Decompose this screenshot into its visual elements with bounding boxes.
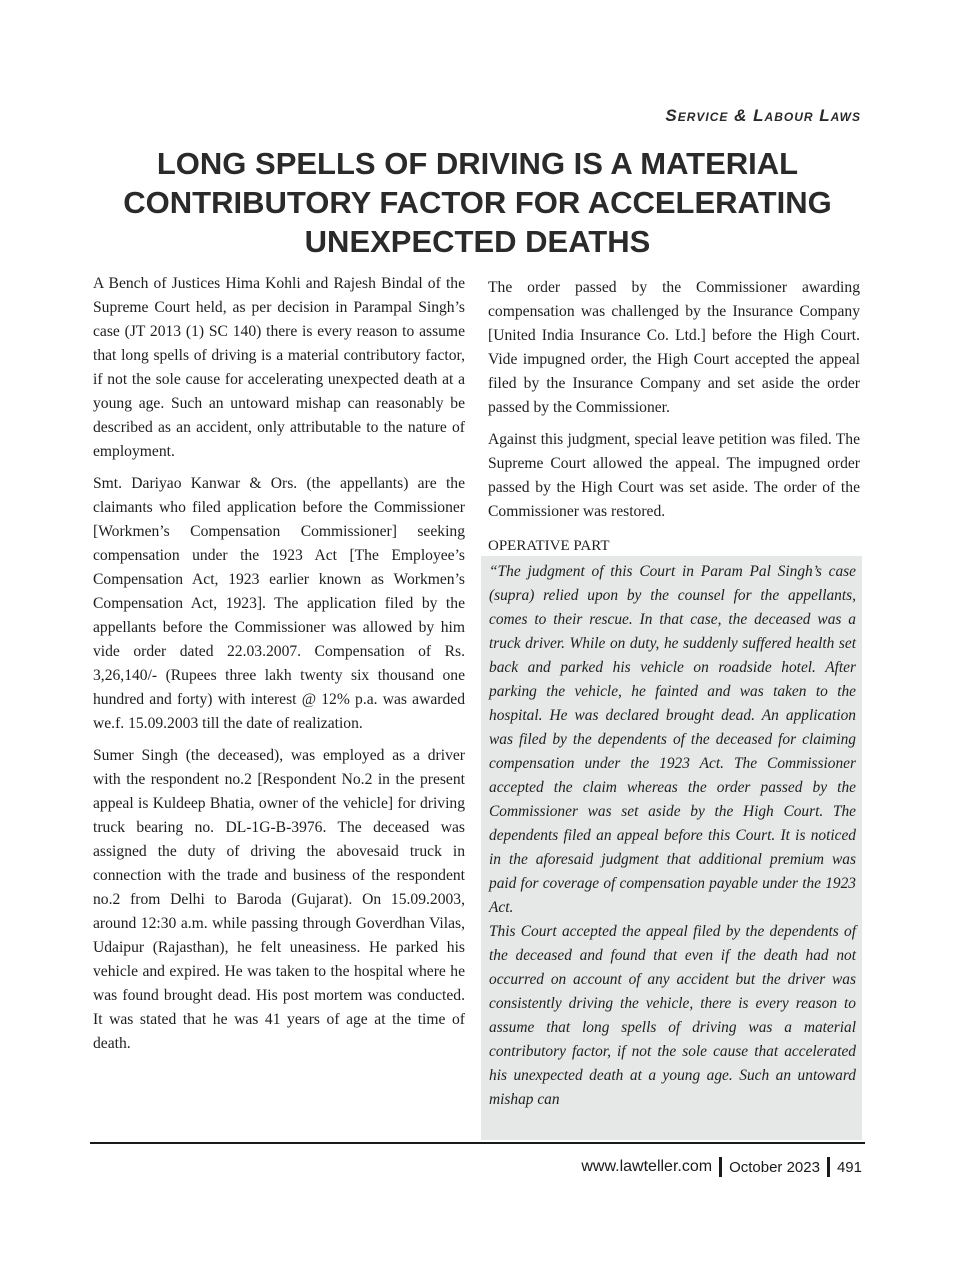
operative-part-heading: OPERATIVE PART [488, 538, 610, 554]
page-number: 491 [836, 1158, 862, 1176]
footer-separator [827, 1157, 830, 1177]
right-column [488, 276, 860, 564]
paragraph: Against this judgment, special leave petition was filed. The Supreme Court allowed the appeal. The impugned order passed by the High Court was set aside. The order of the Commissioner was restored. [488, 431, 860, 520]
title-line: LONG SPELLS OF DRIVING IS A MATERIAL [156, 146, 799, 181]
footer-separator [719, 1157, 722, 1177]
paragraph: Smt. Dariyao Kanwar & Ors. (the appellants) are the claimants who filed application before the Commissioner [Workmen’s Compensation Commissioner] seeking compensation under the 1923 Act [The Employee’s Compensation Act, 1923 earlier known as Workmen’s Compensation Act, 1923]. The application filed by the appellants before the Commissioner was allowed by him vide order dated 22.03.2007. Compensation of Rs. 3,26,140/- (Rupees three lakh twenty six thousand one hundred and forty) with interest @ 12% p.a. was awarded we.f. 15.09.2003 till the date of realization. [93, 475, 465, 732]
title-line: CONTRIBUTORY FACTOR FOR ACCELERATING [123, 185, 832, 220]
quote-paragraph: This Court accepted the appeal filed by the dependents of the deceased and found that even if the death had not occurred on account of any accident but the driver was consistently driving the vehicle, there is every reason to assume that long spells of driving was a material contributory factor, if not the sole cause that accelerated his unexpected death at a young age. Such an untoward mishap can [489, 923, 856, 1108]
section-label: Service & Labour Laws [665, 106, 861, 125]
quote-paragraph: “The judgment of this Court in Param Pal Singh’s case (supra) relied upon by the counsel for the appellants, comes to their rescue. In that case, the deceased was a truck driver. While on duty, he suddenly suffered health set back and parked his vehicle on roadside hotel. After parking the vehicle, he fainted and was taken to the hospital. He was declared brought dead. An application was filed by the dependents of the deceased for claiming compensation under the 1923 Act. The Commissioner accepted the claim whereas the order passed by the Commissioner was set aside by the High Court. The dependents filed an appeal before this Court. It is noticed in the aforesaid judgment that additional premium was paid for coverage of compensation payable under the 1923 Act. [489, 563, 856, 916]
title-line: UNEXPECTED DEATHS [304, 224, 651, 259]
paragraph: The order passed by the Commissioner awarding compensation was challenged by the Insurance Company [United India Insurance Co. Ltd.] before the High Court. Vide impugned order, the High Court accepted the appeal filed by the Insurance Company and set aside the order passed by the Commissioner. [488, 279, 860, 416]
quoted-judgment-box [481, 556, 862, 1140]
paragraph: A Bench of Justices Hima Kohli and Rajesh Bindal of the Supreme Court held, as per decision in Parampal Singh’s case (JT 2013 (1) SC 140) there is every reason to assume that long spells of driving is a material contributory factor, if not the sole cause for accelerating unexpected death at a young age. Such an untoward mishap can reasonably be described as an accident, only attributable to the nature of employment. [93, 275, 465, 460]
article-title [90, 144, 865, 261]
paragraph: Sumer Singh (the deceased), was employed as a driver with the respondent no.2 [Respondent No.2 in the present appeal is Kuldeep Bhatia, owner of the vehicle] for driving truck bearing no. DL-1G-B-3976. The deceased was assigned the duty of driving the abovesaid truck in connection with the trade and business of the respondent no.2 from Delhi to Baroda (Gujarat). On 15.09.2003, around 12:30 a.m. while passing through Goverdhan Vilas, Udaipur (Rajasthan), he felt uneasiness. He parked his vehicle and expired. He was taken to the hospital where he was found brought dead. His post mortem was conducted. It was stated that he was 41 years of age at the time of death. [93, 747, 465, 1052]
issue-date: October 2023 [729, 1158, 820, 1176]
footer-divider [90, 1142, 865, 1144]
website-link[interactable]: www.lawteller.com [581, 1158, 713, 1175]
page-footer [581, 1157, 862, 1177]
left-column [93, 272, 465, 1064]
